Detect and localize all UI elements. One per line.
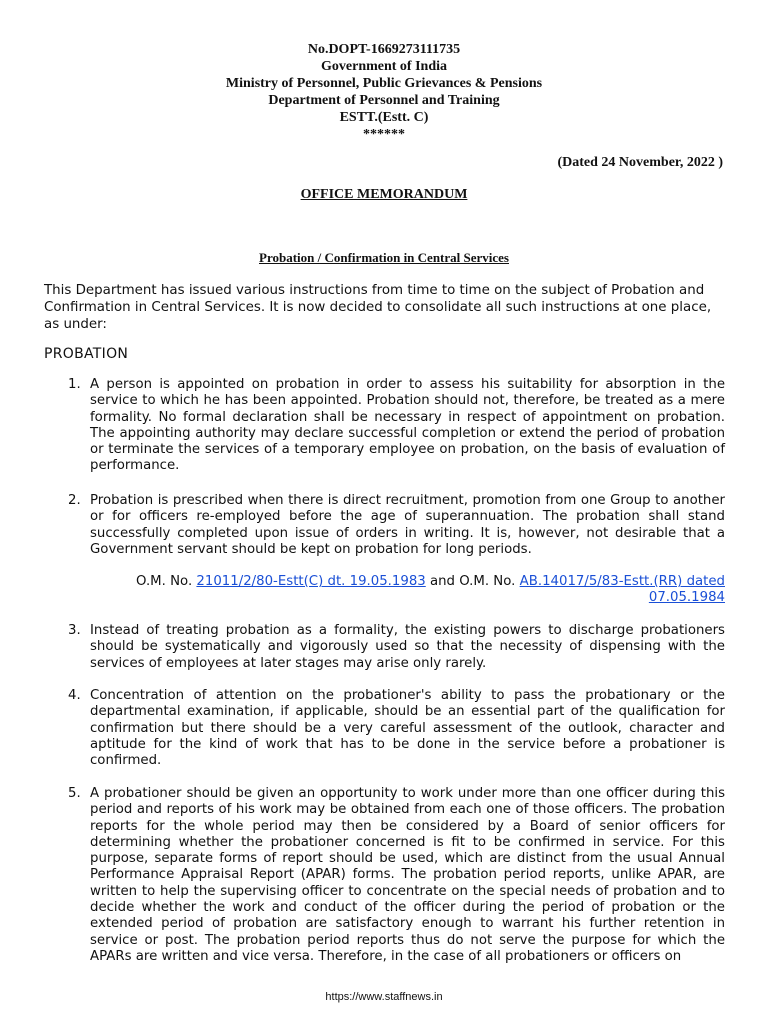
item-text: Probation is prescribed when there is direct recruitment, promotion from one Group to another or for officers re-employed before the age of superannuation. The probation shall stand successfully completed upon issue of orders in writing. It is, however, not desirable that a Government servant should be kept on probation for long periods.: [90, 493, 725, 557]
file-number: No.DOPT-1669273111735: [307, 42, 461, 57]
header-stars: ******: [363, 127, 405, 142]
memorandum-title: OFFICE MEMORANDUM: [300, 187, 468, 202]
ministry-name: Ministry of Personnel, Public Grievances & Pensions: [225, 76, 543, 91]
intro-paragraph: This Department has issued various instructions from time to time on the subject of Probation and Confirmation in Central Services. It is now decided to consolidate all such instructions at one place, as under:: [44, 283, 712, 332]
footer-url: https://www.staffnews.in: [325, 991, 443, 1003]
item-number: 3.: [68, 623, 81, 638]
list-item: [68, 377, 725, 475]
item-number: 4.: [68, 688, 81, 703]
list-item: [68, 786, 725, 965]
letter-header: [0, 41, 768, 143]
item-text: Instead of treating probation as a formality, the existing powers to discharge probationers should be systematically and vigorously used so that the necessity of dispensing with the services of employees at later stages may arise only rarely.: [90, 623, 725, 671]
reference-line: [85, 574, 725, 607]
list-item: [68, 623, 725, 672]
item-text: A person is appointed on probation in order to assess his suitability for absorption in the service to which he has been appointed. Probation should not, therefore, be treated as a mere formality. No formal declaration shall be necessary in respect of appointment on probation. The appointing authority may declare successful completion or extend the period of probation or terminate the services of a temporary employee on probation, on the basis of evaluation of performance.: [90, 377, 725, 474]
reference-middle: and O.M. No.: [429, 574, 516, 589]
section-heading: PROBATION: [44, 346, 129, 362]
item-number: 2.: [68, 493, 81, 508]
item-number: 5.: [68, 786, 81, 801]
reference-link-1[interactable]: 21011/2/80-Estt(C) dt. 19.05.1983: [196, 574, 426, 589]
item-text: A probationer should be given an opportunity to work under more than one officer during this period and reports of his work may be obtained from each one of those officers. The probation reports for the whole period may then be considered by a Board of senior officers for determining whether the probationer concerned is fit to be confirmed in service. For this purpose, separate forms of report should be used, which are distinct from the usual Annual Performance Appraisal Report (APAR) forms. The probation period reports, unlike APAR, are written to help the supervising officer to concentrate on the special needs of probation and to decide whether the work and conduct of the officer during the period of probation or the extended period of probation are satisfactory enough to warrant his further retention in service or post. The probation period reports thus do not serve the purpose for which the APARs are written and vice versa. Therefore, in the case of all probationers or officers on: [90, 786, 725, 964]
government-name: Government of India: [321, 59, 447, 74]
department-name: Department of Personnel and Training: [268, 93, 500, 108]
item-number: 1.: [68, 377, 81, 392]
item-text: Concentration of attention on the probationer's ability to pass the probationary or the departmental examination, if applicable, should be an essential part of the qualification for confirmation but there should be a very careful assessment of the outlook, character and aptitude for the kind of work that has to be done in the service before a probationer is confirmed.: [90, 688, 725, 769]
list-item: [68, 493, 725, 558]
reference-link-2[interactable]: AB.14017/5/83-Estt.(RR) dated 07.05.1984: [519, 574, 725, 606]
section-name: ESTT.(Estt. C): [339, 110, 429, 125]
date-line: (Dated 24 November, 2022 ): [557, 155, 723, 170]
subject-line: Probation / Confirmation in Central Services: [259, 250, 509, 265]
list-item: [68, 688, 725, 769]
reference-prefix: O.M. No.: [136, 574, 193, 589]
